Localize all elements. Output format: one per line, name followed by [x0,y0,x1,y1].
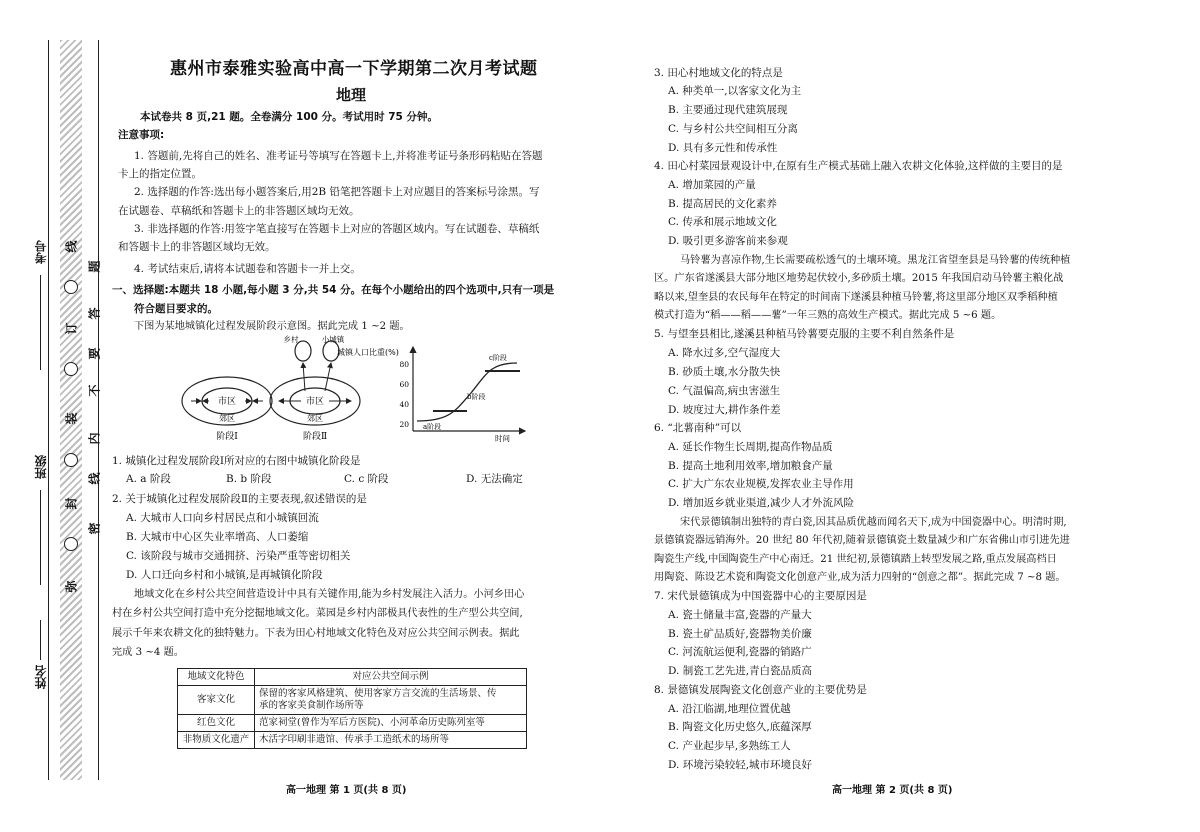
q5-option-d: D. 坡度过大,耕作条件差 [668,404,781,416]
table-cell-examples: 范家祠堂(曾作为军后方医院)、小河革命历史陈列室等 [255,715,527,732]
table-cell-feature: 红色文化 [178,715,255,732]
stage2-label: 阶段Ⅱ [302,432,328,442]
passage-line: 宋代景德镇制出独特的青白瓷,因其品质优越而闻名天下,成为中国瓷器中心。明清时期, [680,517,1067,528]
seal-circle [64,537,78,551]
c-stage-label: c阶段 [489,354,507,362]
seal-char: 装 [64,412,79,425]
y-tick: 60 [399,380,409,389]
seal-char: 封 [64,497,79,510]
q2-option-a: A. 大城市人口向乡村居民点和小城镇回流 [126,512,319,524]
q6-option-d: D. 增加返乡就业渠道,减少人才外流风险 [668,497,855,509]
class-blank [40,490,41,585]
b-stage-label: b阶段 [467,393,486,401]
town-label: 小城镇 [321,335,345,344]
table-header-row [178,669,527,686]
notice-line: 2. 选择题的作答:选出每小题答案后,用2B 铅笔把答题卡上对应题目的答案标号涂黑。写 [134,186,540,198]
table-cell-feature: 非物质文化遗产 [178,732,255,749]
notice-line: 3. 非选择题的作答:用签字笔直接写在答题卡上对应的答题区域内。写在试题卷、草稿纸 [134,223,540,235]
table-cell-examples [255,686,527,715]
exam-number-label: 考号 [34,240,48,264]
seal-circle [64,280,78,294]
question-1: 1. 城镇化过程发展阶段Ⅰ所对应的右图中城镇化阶段是 [112,455,361,467]
x-axis-label: 时间 [495,434,510,443]
q3-option-d: D. 具有多元性和传承性 [668,142,778,154]
q4-option-c: C. 传承和展示地域文化 [668,216,777,228]
table-header: 对应公共空间示例 [255,669,527,686]
table-header: 地域文化特色 [178,669,255,686]
seal-hatch-band [60,40,82,780]
seal-char: 不 [87,384,102,397]
question-2: 2. 关于城镇化过程发展阶段Ⅱ的主要表现,叙述错误的是 [112,493,367,505]
seal-char: 线 [64,240,79,253]
q8-option-c: C. 产业起步早,多熟练工人 [668,740,791,752]
village-circle [295,341,311,361]
subject-title: 地理 [336,86,367,104]
seal-char: 线 [87,472,102,485]
village-label: 乡村 [283,335,299,344]
q3-option-a: A. 种类单一,以客家文化为主 [668,85,802,97]
stage1-label: 阶段Ⅰ [216,432,238,442]
binding-margin [0,0,112,832]
passage-line: 马铃薯为喜凉作物,生长需要疏松透气的土壤环境。黑龙江省望奎县是马铃薯的传统种植 [680,255,1071,266]
notice-heading: 注意事项: [118,129,165,141]
notice-line: 和答题卡上的非答题区域均无效。 [118,241,276,253]
name-blank [40,620,41,660]
question-8: 8. 景德镇发展陶瓷文化创意产业的主要优势是 [654,684,867,696]
q5-option-a: A. 降水过多,空气湿度大 [668,347,781,359]
y-axis-label: 城镇人口比重(%) [337,348,399,357]
passage-line: 景德镇瓷器远销海外。20 世纪 80 年代初,随着景德镇瓷土数量减少和广东省佛山市引进先进 [654,535,1070,546]
q4-option-d: D. 吸引更多游客前来参观 [668,235,788,247]
notice-line: 4. 考试结束后,请将本试题卷和答题卡一并上交。 [134,263,361,275]
q1-option-d: D. 无法确定 [466,473,523,485]
q6-option-b: B. 提高土地利用效率,增加粮食产量 [668,460,833,472]
passage-line: 完成 3 ~4 题。 [112,647,184,658]
urbanization-figure [175,333,535,445]
y-tick: 40 [399,400,409,409]
notice-line: 在试题卷、草稿纸和答题卡上的非答题区域均无效。 [118,205,360,217]
stage2-suburb-label: 郊区 [307,414,323,423]
q5-option-c: C. 气温偏高,病虫害滋生 [668,385,781,397]
table-cell-feature: 客家文化 [178,686,255,715]
class-label: 班级 [34,455,48,479]
question-6: 6. “北薯南种”可以 [654,422,742,434]
page-footer-left: 高一地理 第 1 页(共 8 页) [286,785,407,796]
seal-char: 答 [87,307,102,320]
figure-intro: 下图为某地城镇化过程发展阶段示意图。据此完成 1 ~2 题。 [134,321,410,332]
q3-option-b: B. 主要通过现代建筑展现 [668,104,788,116]
q2-option-c: C. 该阶段与城市交通拥挤、污染严重等密切相关 [126,550,351,562]
q8-option-b: B. 陶瓷文化历史悠久,底蕴深厚 [668,721,812,733]
passage-line: 略以来,望奎县的农民每年在特定的时间南下遂溪县种植马铃薯,将这里部分地区双季稻种植 [654,292,1058,303]
q8-option-d: D. 环境污染较轻,城市环境良好 [668,759,813,771]
passage-line: 用陶瓷、陈设艺术瓷和陶瓷文化创意产业,成为活力四射的“创意之都”。据此完成 7 ~8 题。 [654,572,1066,583]
passage-line: 陶瓷生产线,中国陶瓷生产中心南迁。21 世纪初,景德镇踏上转型发展之路,重点发展高档日 [654,554,1057,565]
stage1-city-label: 市区 [217,397,237,407]
seal-circle [64,362,78,376]
q1-option-b: B. b 阶段 [226,473,272,485]
y-tick: 80 [399,360,409,369]
seal-char: 内 [87,432,102,445]
seal-circle [64,453,78,467]
passage-line: 展示千年来农耕文化的独特魅力。下表为田心村地域文化特色及对应公共空间示例表。据此 [112,628,520,639]
stage2-city-label: 市区 [305,397,325,407]
section-heading-cont: 符合题目要求的。 [134,303,218,315]
q6-option-a: A. 延长作物生长周期,提高作物品质 [668,441,833,453]
seal-char: 题 [87,260,102,273]
q7-option-b: B. 瓷土矿品质好,瓷器物美价廉 [668,628,812,640]
exam-number-blank [40,275,41,370]
table-cell-examples: 木活字印刷非遗馆、传承手工造纸术的场所等 [255,732,527,749]
q4-option-b: B. 提高居民的文化素养 [668,198,777,210]
q7-option-a: A. 瓷土储量丰富,瓷器的产量大 [668,609,812,621]
q1-option-c: C. c 阶段 [344,473,389,485]
section-heading: 一、选择题:本题共 18 小题,每小题 3 分,共 54 分。在每个小题给出的四个选项中,只有一项是 [112,284,555,296]
exam-info: 本试卷共 8 页,21 题。全卷满分 100 分。考试用时 75 分钟。 [140,111,439,123]
q7-option-d: D. 制瓷工艺先进,青白瓷品质高 [668,665,813,677]
passage-line: 地域文化在乡村公共空间营造设计中具有关键作用,能为乡村发展注入活力。小河乡田心 [134,589,525,600]
q5-option-b: B. 砂质土壤,水分散失快 [668,366,781,378]
notice-line: 卡上的指定位置。 [118,168,202,180]
seal-char: 要 [87,347,102,360]
name-label: 姓名 [34,665,48,689]
margin-rule [98,40,99,780]
q3-option-c: C. 与乡村公共空间相互分离 [668,123,798,135]
y-tick: 20 [399,420,409,429]
notice-line: 1. 答题前,先将自己的姓名、准考证号等填写在答题卡上,并将准考证号条形码粘贴在答题 [134,150,543,162]
seal-char: 弥 [64,580,79,593]
passage-line: 区。广东省遂溪县大部分地区地势起伏较小,多砂质土壤。2015 年我国启动马铃薯主粮化战 [654,273,1064,284]
table-row [178,715,527,732]
q6-option-c: C. 扩大广东农业规模,发挥农业主导作用 [668,478,854,490]
passage-line: 模式打造为“稻——稻——薯”一年三熟的高效生产模式。据此完成 5 ~6 题。 [654,310,1002,321]
question-5: 5. 与望奎县相比,遂溪县种植马铃薯要克服的主要不利自然条件是 [654,328,955,340]
passage-line: 村在乡村公共空间打造中充分挖掘地域文化。菜园是乡村内部极具代表性的生产型公共空间, [112,608,523,619]
q8-option-a: A. 沿江临湖,地理位置优越 [668,703,791,715]
q2-option-d: D. 人口迁向乡村和小城镇,是再城镇化阶段 [126,569,323,581]
question-7: 7. 宋代景德镇成为中国瓷器中心的主要原因是 [654,590,867,602]
q7-option-c: C. 河流航运便利,瓷器的销路广 [668,646,812,658]
exam-title: 惠州市泰雅实验高中高一下学期第二次月考试题 [170,59,538,79]
a-stage-label: a阶段 [423,423,442,431]
table-row [178,732,527,749]
seal-char: 密 [87,522,102,535]
question-4: 4. 田心村菜园景观设计中,在原有生产模式基础上融入农耕文化体验,这样做的主要目的是 [654,160,1063,172]
question-3: 3. 田心村地域文化的特点是 [654,67,783,79]
q2-option-b: B. 大城市中心区失业率增高、人口萎缩 [126,531,309,543]
seal-char: 订 [64,322,79,335]
table-row [178,686,527,715]
example-line: 保留的客家风格建筑、使用客家方言交流的生活场景、传 [259,688,497,699]
stage1-suburb-label: 郊区 [219,414,235,423]
q4-option-a: A. 增加菜园的产量 [668,179,756,191]
example-line: 承的客家美食制作场所等 [259,700,364,711]
q1-option-a: A. a 阶段 [126,473,171,485]
page-footer-right: 高一地理 第 2 页(共 8 页) [832,785,953,796]
culture-table [177,668,527,749]
